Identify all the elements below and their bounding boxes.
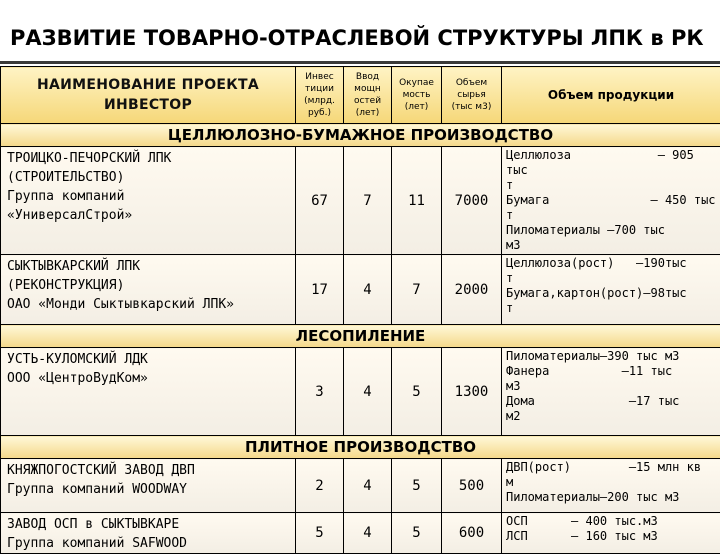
project-name-line: (РЕКОНСТРУКЦИЯ) — [7, 276, 295, 295]
output-cell — [502, 513, 720, 554]
raw-volume-cell: 2000 — [442, 255, 502, 325]
header-investor: ИНВЕСТОР — [1, 95, 295, 115]
raw-volume-cell: 600 — [442, 513, 502, 554]
table-row — [1, 513, 720, 554]
project-name-line: (СТРОИТЕЛЬСТВО) — [7, 168, 295, 187]
output-line: ДВП(рост) –15 млн кв — [506, 460, 716, 475]
project-name-line: Группа компаний SAFWOOD — [7, 534, 295, 553]
header-project — [1, 67, 296, 124]
project-name-line: Группа компаний — [7, 187, 295, 206]
output-line: т — [506, 208, 716, 223]
project-name-line: ООО «ЦентроВудКом» — [7, 369, 295, 388]
output-line: Целлюлоза(рост) –190тыс — [506, 256, 716, 271]
header-investments-label: Инвес тиции (млрд. руб.) — [296, 71, 343, 119]
raw-volume-cell: 7000 — [442, 147, 502, 255]
capacity-cell: 4 — [344, 459, 392, 513]
capacity-cell: 7 — [344, 147, 392, 255]
output-line: т — [506, 178, 716, 193]
project-name-line: ЗАВОД ОСП в СЫКТЫВКАРЕ — [7, 515, 295, 534]
payback-cell: 5 — [392, 348, 442, 436]
header-capacity — [344, 67, 392, 124]
header-capacity-label: Ввод мощн остей (лет) — [344, 71, 391, 119]
payback-cell: 7 — [392, 255, 442, 325]
capacity-cell: 4 — [344, 348, 392, 436]
section-row — [1, 325, 720, 348]
raw-volume-cell: 1300 — [442, 348, 502, 436]
table-row — [1, 255, 720, 325]
raw-volume-cell: 500 — [442, 459, 502, 513]
project-name-line: ОАО «Монди Сыктывкарский ЛПК» — [7, 295, 295, 314]
section-row — [1, 124, 720, 147]
section-title: ЦЕЛЛЮЛОЗНО-БУМАЖНОЕ ПРОИЗВОДСТВО — [1, 124, 720, 147]
header-raw-volume-label: Объем сырья (тыс м3) — [442, 77, 501, 113]
payback-cell: 11 — [392, 147, 442, 255]
output-line: м2 — [506, 409, 716, 424]
output-cell — [502, 255, 720, 325]
output-cell — [502, 348, 720, 436]
table-row — [1, 459, 720, 513]
investments-cell: 17 — [296, 255, 344, 325]
payback-cell: 5 — [392, 459, 442, 513]
output-line: Бумага – 450 тыс — [506, 193, 716, 208]
header-project-line1: НАИМЕНОВАНИЕ ПРОЕКТА — [1, 75, 295, 95]
output-line: т — [506, 271, 716, 286]
output-line: ОСП – 400 тыс.м3 — [506, 514, 716, 529]
output-cell — [502, 459, 720, 513]
table-row — [1, 147, 720, 255]
output-line: Пиломатериалы–200 тыс м3 — [506, 490, 716, 505]
output-line: ЛСП – 160 тыс м3 — [506, 529, 716, 544]
output-line: м3 — [506, 238, 716, 253]
output-line: Пиломатериалы–390 тыс м3 — [506, 349, 716, 364]
capacity-cell: 4 — [344, 513, 392, 554]
project-name-cell — [1, 513, 296, 554]
project-name-line: СЫКТЫВКАРСКИЙ ЛПК — [7, 257, 295, 276]
section-title: ПЛИТНОЕ ПРОИЗВОДСТВО — [1, 436, 720, 459]
payback-cell: 5 — [392, 513, 442, 554]
investments-cell: 67 — [296, 147, 344, 255]
project-name-cell — [1, 459, 296, 513]
output-line: т — [506, 301, 716, 316]
output-line: м3 — [506, 379, 716, 394]
project-name-line: Группа компаний WOODWAY — [7, 480, 295, 499]
header-payback — [392, 67, 442, 124]
project-name-line: КНЯЖПОГОСТСКИЙ ЗАВОД ДВП — [7, 461, 295, 480]
section-row — [1, 436, 720, 459]
project-name-cell — [1, 255, 296, 325]
output-line: Дома –17 тыс — [506, 394, 716, 409]
investments-cell: 2 — [296, 459, 344, 513]
header-output: Объем продукции — [502, 67, 720, 124]
output-line: Фанера –11 тыс — [506, 364, 716, 379]
section-title: ЛЕСОПИЛЕНИЕ — [1, 325, 720, 348]
project-name-line: ТРОИЦКО-ПЕЧОРСКИЙ ЛПК — [7, 149, 295, 168]
investments-cell: 5 — [296, 513, 344, 554]
investments-cell: 3 — [296, 348, 344, 436]
page-title: РАЗВИТИЕ ТОВАРНО-ОТРАСЛЕВОЙ СТРУКТУРЫ ЛПК в РК — [0, 0, 720, 66]
project-name-line: УСТЬ-КУЛОМСКИЙ ЛДК — [7, 350, 295, 369]
header-raw-volume — [442, 67, 502, 124]
output-line: Пиломатериалы –700 тыс — [506, 223, 716, 238]
projects-table — [0, 66, 720, 554]
output-line: Бумага,картон(рост)–98тыс — [506, 286, 716, 301]
project-name-line: «УниверсалСтрой» — [7, 206, 295, 225]
header-payback-label: Окупае мость (лет) — [392, 77, 441, 113]
project-name-cell — [1, 348, 296, 436]
output-cell — [502, 147, 720, 255]
output-line: Целлюлоза – 905 тыс — [506, 148, 716, 178]
table-header-row — [1, 67, 720, 124]
output-line: м — [506, 475, 716, 490]
header-investments — [296, 67, 344, 124]
capacity-cell: 4 — [344, 255, 392, 325]
table-row — [1, 348, 720, 436]
project-name-cell — [1, 147, 296, 255]
